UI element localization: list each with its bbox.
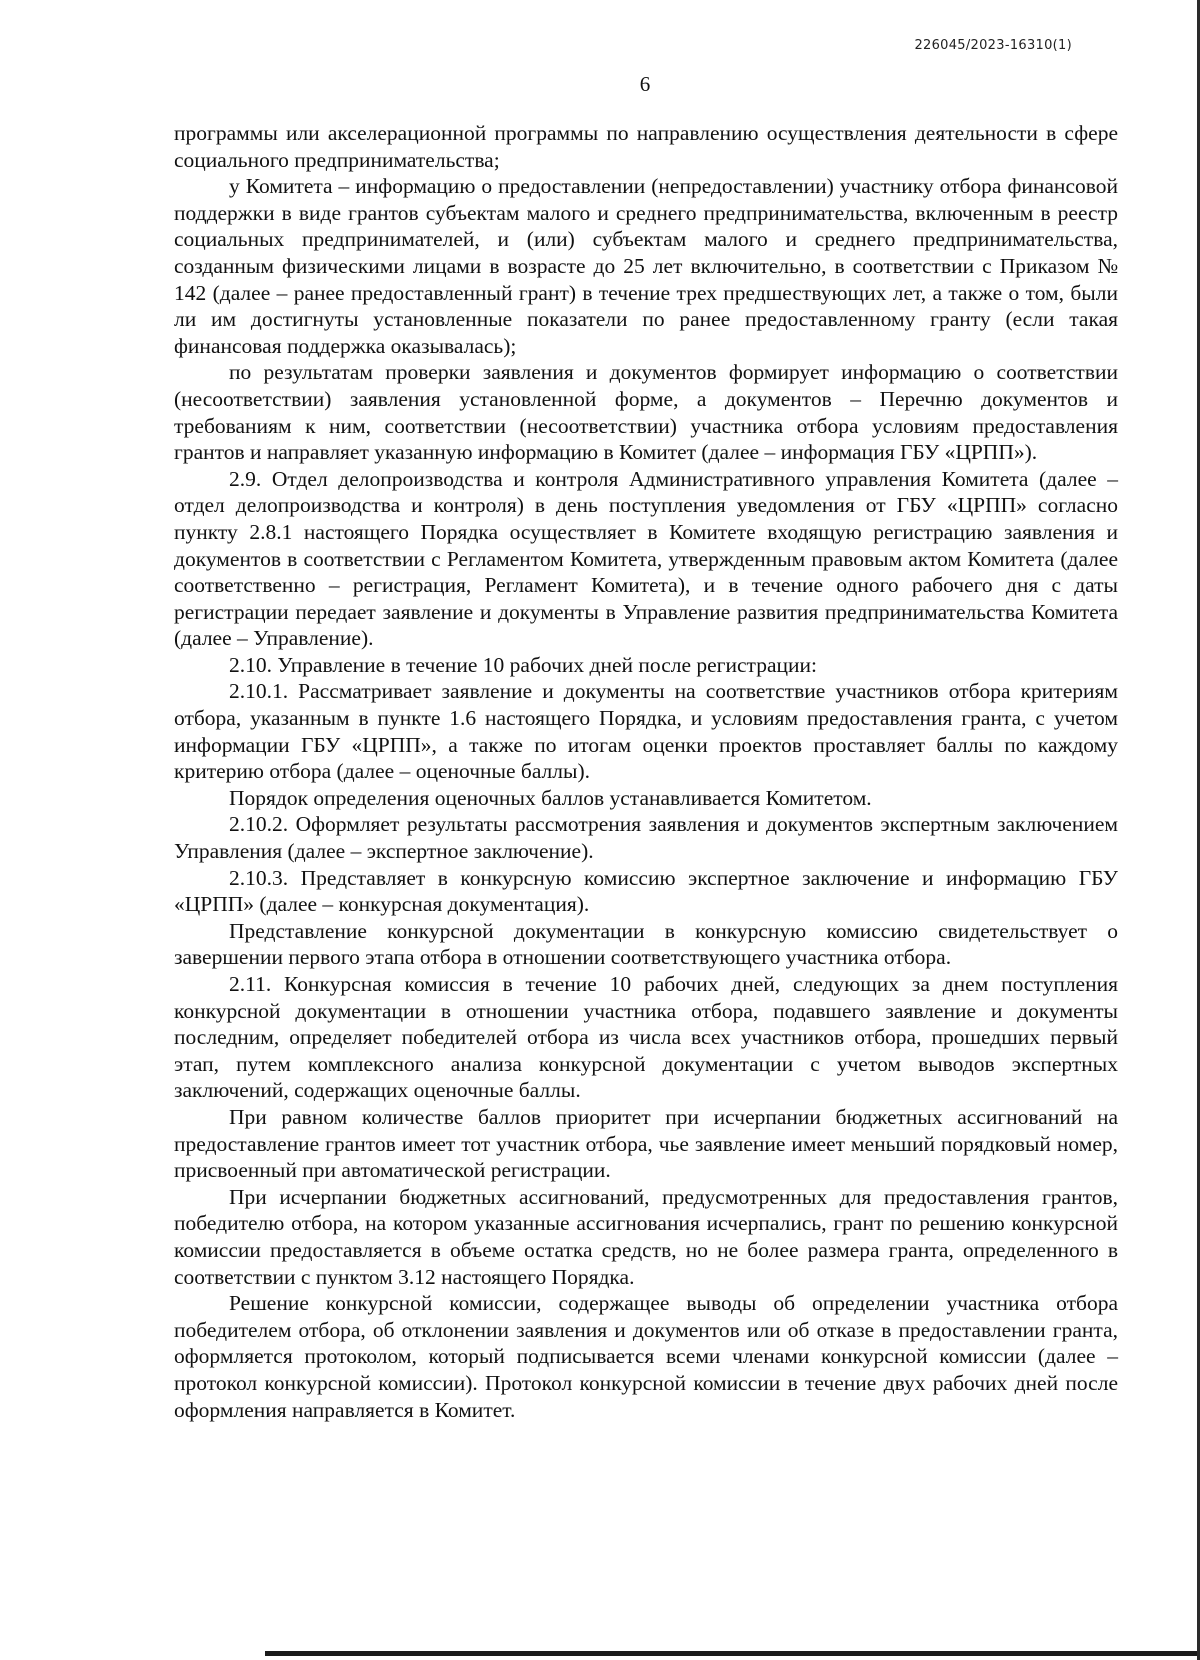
document-body xyxy=(174,120,1118,1423)
paragraph-budget-exhaustion: При исчерпании бюджетных ассигнований, предусмотренных для предоставления грантов, победителю отбора, на котором указанные ассигнования исчерпались, грант по решению конкурсной комиссии предоставляется в объеме остатка средств, но не более размера гранта, определенного в соответствии с пунктом 3.12 настоящего Порядка. xyxy=(174,1184,1118,1289)
paragraph-scoring-procedure: Порядок определения оценочных баллов устанавливается Комитетом. xyxy=(229,785,872,810)
paragraph-2-10-1: 2.10.1. Рассматривает заявление и документы на соответствие участников отбора критериям отбора, указанным в пункте 1.6 настоящего Порядка, и условиям предоставления гранта, с учетом информации ГБУ «ЦРПП», а также по итогам оценки проектов проставляет баллы по каждому критерию отбора (далее – оценочные баллы). xyxy=(174,679,1118,784)
paragraph-2-10: 2.10. Управление в течение 10 рабочих дней после регистрации: xyxy=(229,652,817,677)
paragraph-2-10-2: 2.10.2. Оформляет результаты рассмотрения заявления и документов экспертным заключением Управления (далее – экспертное заключение). xyxy=(174,812,1118,864)
page-number: 6 xyxy=(639,72,651,96)
paragraph-committee-info: у Комитета – информацию о предоставлении (непредоставлении) участнику отбора финансовой поддержки в виде грантов субъектам малого и среднего предпринимательства, включенным в реестр социальных предпринимателей, и (или) субъектам малого и среднего предпринимательства, созданным физическими лицами в возрасте до 25 лет включительно, в соответствии с Приказом № 142 (далее – ранее предоставленный грант) в течение трех предшествующих лет, а также о том, были ли им достигнуты установленные показатели по ранее предоставленному гранту (если такая финансовая поддержка оказывалась); xyxy=(174,174,1118,358)
paragraph-commission-decision: Решение конкурсной комиссии, содержащее выводы об определении участника отбора победителем отбора, об отклонении заявления и документов или об отказе в предоставлении гранта, оформляется протоколом, который подписывается всеми членами конкурсной комиссии (далее – протокол конкурсной комиссии). Протокол конкурсной комиссии в течение двух рабочих дней после оформления направляется в Комитет. xyxy=(174,1291,1118,1422)
document-registration-number: 226045/2023-16310(1) xyxy=(914,38,1072,53)
paragraph-2-10-3: 2.10.3. Представляет в конкурсную комиссию экспертное заключение и информацию ГБУ «ЦРПП» (далее – конкурсная документация). xyxy=(174,865,1118,917)
paragraph-continuation: программы или акселерационной программы по направлению осуществления деятельности в сфере социального предпринимательства; xyxy=(174,121,1118,172)
paragraph-verification-results: по результатам проверки заявления и документов формирует информацию о соответствии (несоответствии) заявления установленной форме, а документов – Перечню документов и требованиям к ним, соответствии (несоответствии) участника отбора условиям предоставления грантов и направляет указанную информацию в Комитет (далее – информация ГБУ «ЦРПП»). xyxy=(174,360,1118,465)
paragraph-equal-scores-priority: При равном количестве баллов приоритет при исчерпании бюджетных ассигнований на предоставление грантов имеет тот участник отбора, чье заявление имеет меньший порядковый номер, присвоенный при автоматической регистрации. xyxy=(174,1104,1118,1183)
paragraph-2-9: 2.9. Отдел делопроизводства и контроля Административного управления Комитета (далее – отдел делопроизводства и контроля) в день поступления уведомления от ГБУ «ЦРПП» согласно пункту 2.8.1 настоящего Порядка осуществляет в Комитете входящую регистрацию заявления и документов в соответствии с Регламентом Комитета, утвержденным правовым актом Комитета (далее соответственно – регистрация, Регламент Комитета), и в течение одного рабочего дня с даты регистрации передает заявление и документы в Управление развития предпринимательства Комитета (далее – Управление). xyxy=(174,466,1118,651)
paragraph-2-11: 2.11. Конкурсная комиссия в течение 10 рабочих дней, следующих за днем поступления конкурсной документации в отношении участника отбора, подавшего заявление и документы последним, определяет победителей отбора из числа всех участников отбора, прошедших первый этап, путем комплексного анализа конкурсной документации с учетом выводов экспертных заключений, содержащих оценочные баллы. xyxy=(174,972,1118,1103)
scan-bottom-edge xyxy=(265,1651,1200,1656)
paragraph-first-stage-completion: Представление конкурсной документации в конкурсную комиссию свидетельствует о завершении первого этапа отбора в отношении соответствующего участника отбора. xyxy=(174,918,1118,970)
